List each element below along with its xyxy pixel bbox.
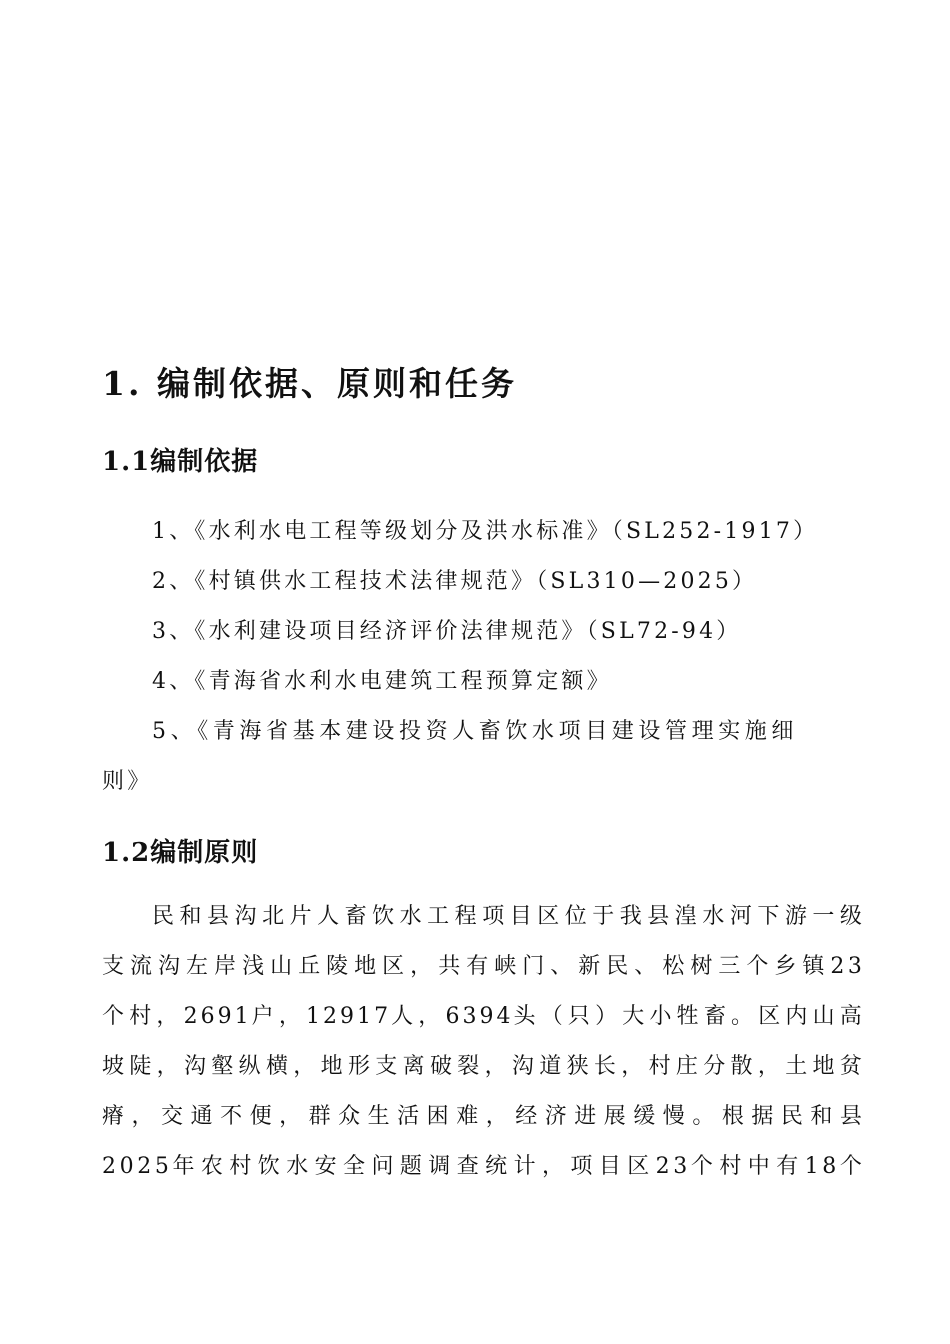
paragraph-line: 瘠 ， 交 通 不 便 ， 群 众 生 活 困 难 ， 经 济 进 展 缓 慢 。 根 据 民 和 县	[102, 1104, 862, 1129]
reference-item-continuation: 则》	[102, 769, 153, 794]
reference-item: 5、《青海省基本建设投资人畜饮水项目建设管理实施细	[152, 719, 798, 744]
reference-item: 2、《村镇供水工程技术法律规范》（SL310—2025）	[152, 569, 758, 594]
paragraph-line: 2 0 2 5 年 农 村 饮 水 安 全 问 题 调 查 统 计 ， 项 目 区 2 3 个 村 中 有 1 8 个	[102, 1154, 862, 1179]
paragraph-line: 坡 陡 ， 沟 壑 纵 横 ， 地 形 支 离 破 裂 ， 沟 道 狭 长 ， 村 庄 分 散 ， 土 地 贫	[102, 1054, 862, 1079]
section-1-2-heading: 1.2编制原则	[102, 838, 259, 868]
section-1-1-heading: 1.1编制依据	[102, 447, 259, 477]
reference-item: 1、《水利水电工程等级划分及洪水标准》（SL252-1917）	[152, 519, 819, 544]
reference-item: 3、《水利建设项目经济评价法律规范》（SL72-94）	[152, 619, 742, 644]
reference-item: 4、《青海省水利水电建筑工程预算定额》	[152, 669, 612, 694]
paragraph-line: 支 流 沟 左 岸 浅 山 丘 陵 地 区 ， 共 有 峡 门 、 新 民 、 松 树 三 个 乡 镇 2 3	[102, 954, 862, 979]
section-1-heading: 1. 编制依据、原则和任务	[102, 364, 517, 403]
principle-paragraph	[102, 892, 862, 1192]
paragraph-line: 民 和 县 沟 北 片 人 畜 饮 水 工 程 项 目 区 位 于 我 县 湟 水 河 下 游 一 级	[152, 904, 862, 929]
paragraph-line: 个 村 ， 2 6 9 1 户 ， 1 2 9 1 7 人 ， 6 3 9 4 头 （ 只 ） 大 小 牲 畜 。 区 内 山 高	[102, 1004, 862, 1029]
